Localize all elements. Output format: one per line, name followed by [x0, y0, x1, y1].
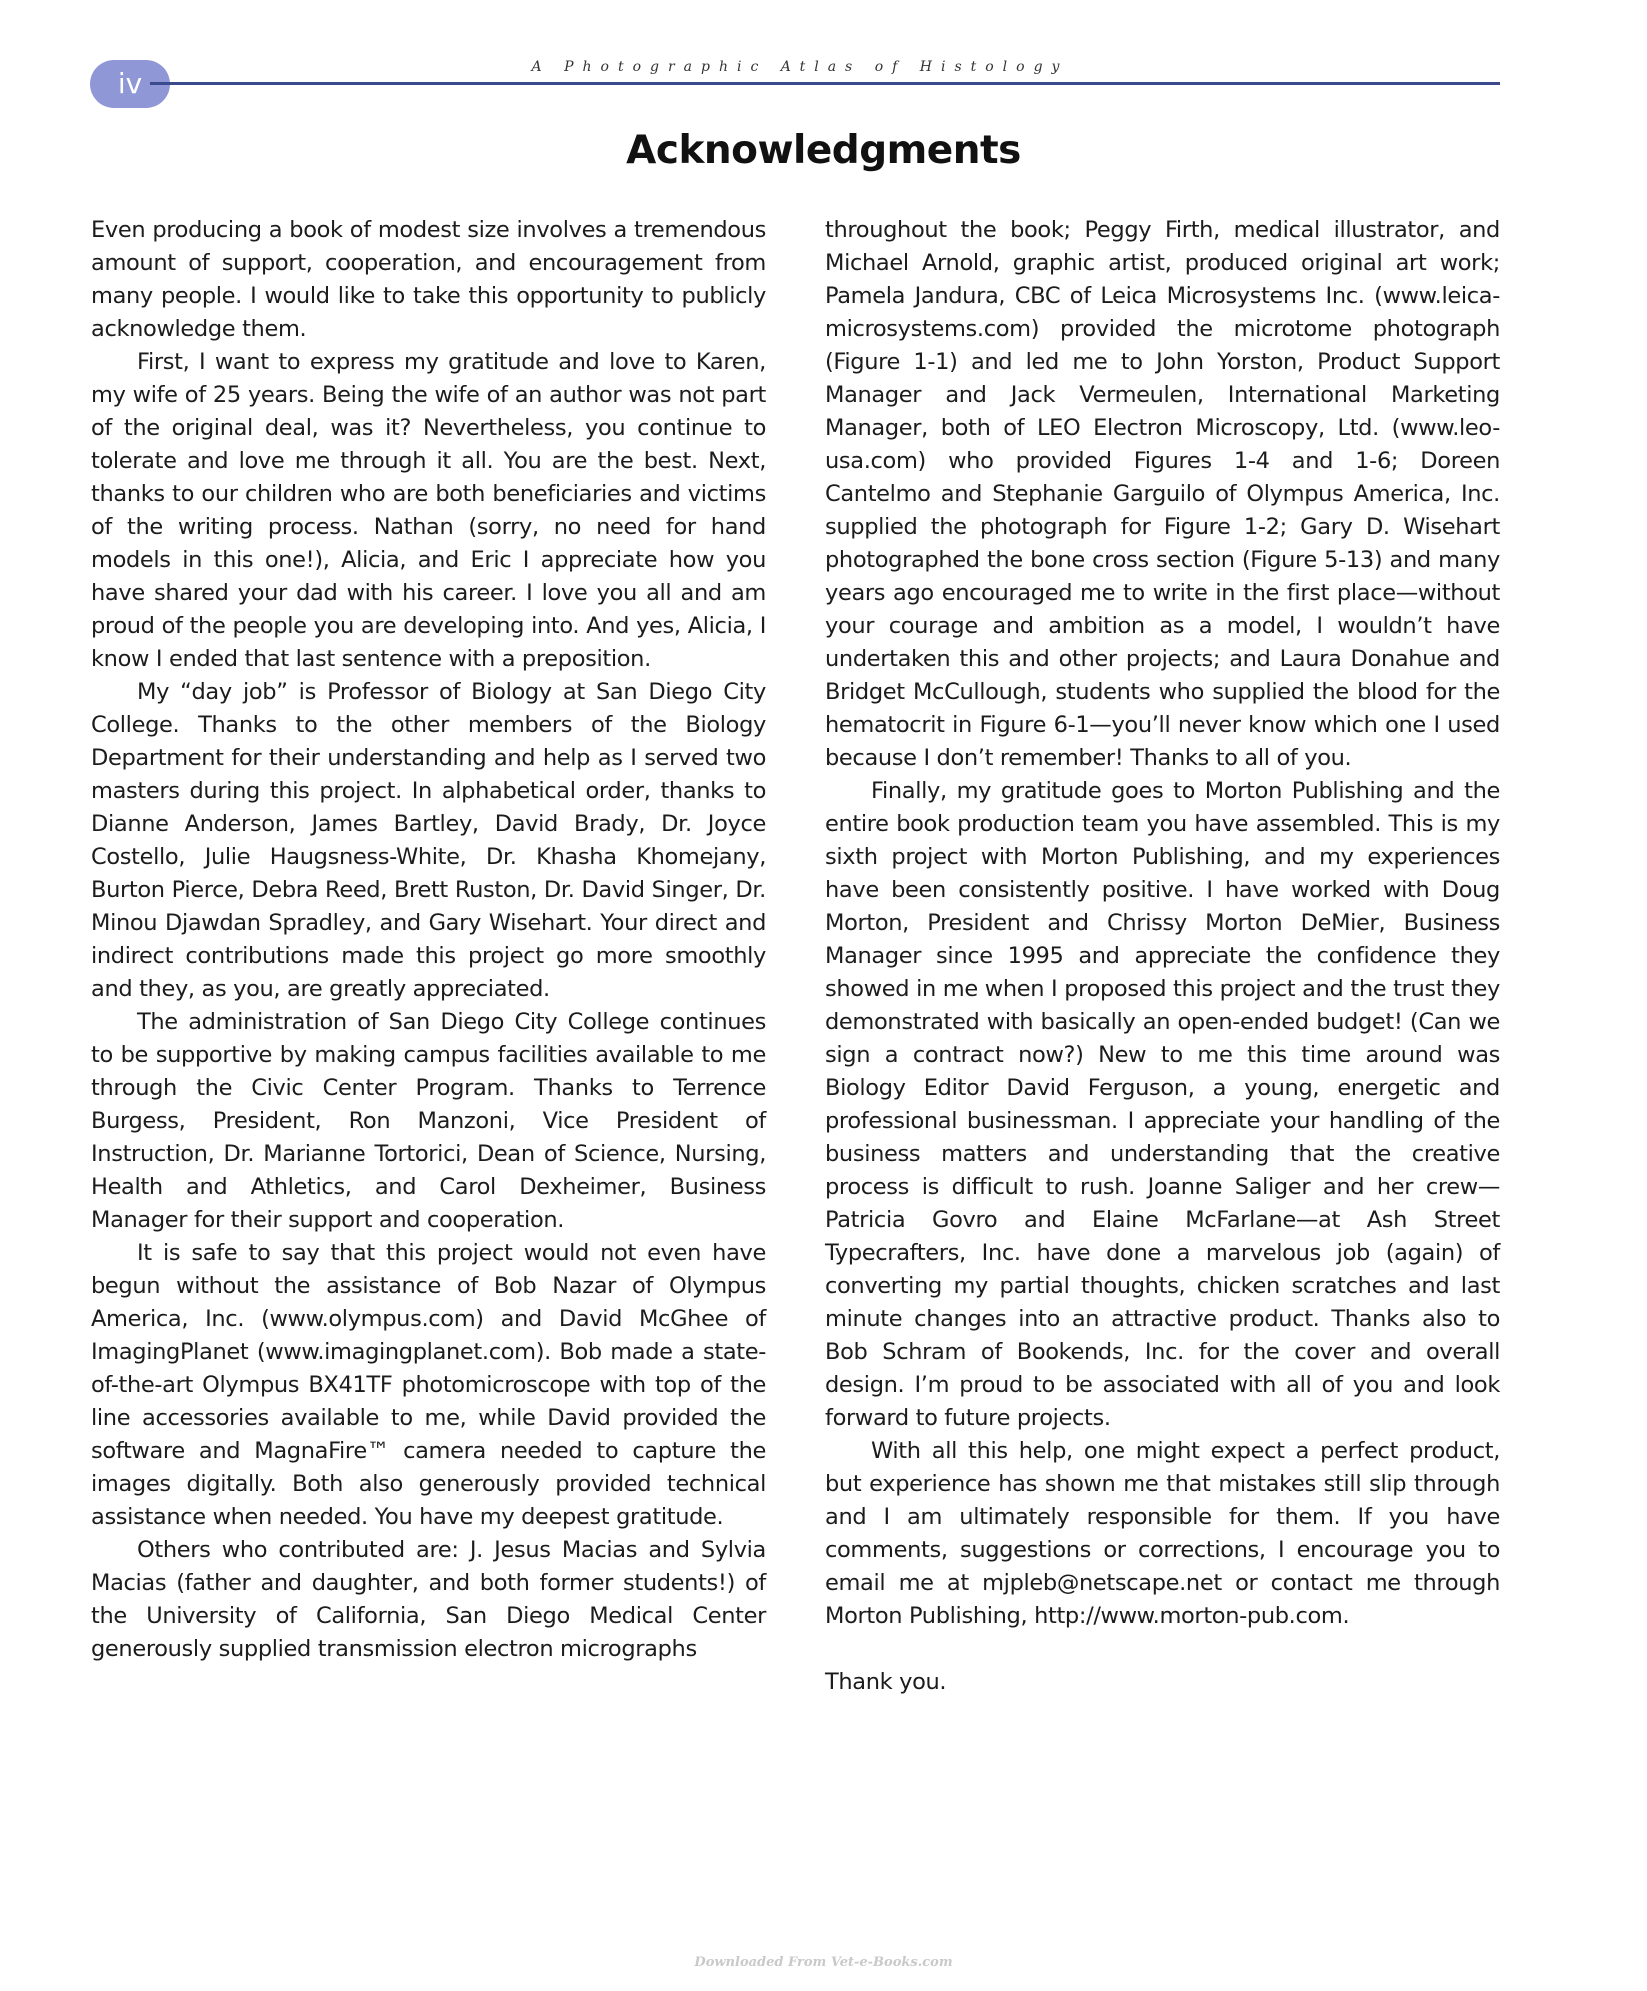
header-rule — [150, 82, 1500, 85]
footer-watermark: Downloaded From Vet-e-Books.com — [694, 1955, 953, 1970]
page-title: Acknowledgments — [626, 128, 1021, 173]
paragraph: My “day job” is Professor of Biology at San Diego City College. Thanks to the other members of the Biology Department for their understanding and help as I served two masters during this project. In alphabetical order, thanks to Dianne Anderson, James Bartley, David Brady, Dr. Joyce Costello, Julie Haugsness-White, Dr. Khasha Khomejany, Burton Pierce, Debra Reed, Brett Ruston, Dr. David Singer, Dr. Minou Djawdan Spradley, and Gary Wisehart. Your direct and indirect contributions made this project go more smoothly and they, as you, are greatly appreciated. — [91, 679, 766, 1002]
paragraph: Even producing a book of modest size involves a tremendous amount of support, cooperation, and encouragement from many people. I would like to take this opportunity to publicly acknowledge them. — [91, 217, 766, 342]
paragraph: throughout the book; Peggy Firth, medical illustrator, and Michael Arnold, graphic artist, produced original art work; Pamela Jandura, CBC of Leica Microsystems Inc. (www.leica-microsystems.com) provided the microtome photograph (Figure 1-1) and led me to John Yorston, Product Support Manager and Jack Vermeulen, International Marketing Manager, both of LEO Electron Microscopy, Ltd. (www.leo-usa.com) who provided Figures 1-4 and 1-6; Doreen Cantelmo and Stephanie Garguilo of Olympus America, Inc. supplied the photograph for Figure 1-2; Gary D. Wisehart photographed the bone cross section (Figure 5-13) and many years ago encouraged me to write in the first place—without your courage and ambition as a model, I wouldn’t have undertaken this and other projects; and Laura Donahue and Bridget McCullough, students who supplied the blood for the hematocrit in Figure 6-1—you’ll never know which one I used because I don’t remember! Thanks to all of you. — [825, 217, 1500, 771]
paragraph: The administration of San Diego City College continues to be supportive by making campus facilities available to me through the Civic Center Program. Thanks to Terrence Burgess, President, Ron Manzoni, Vice President of Instruction, Dr. Marianne Tortorici, Dean of Science, Nursing, Health and Athletics, and Carol Dexheimer, Business Manager for their support and cooperation. — [91, 1009, 766, 1233]
paragraph: Others who contributed are: J. Jesus Macias and Sylvia Macias (father and daughter, and both former students!) of the University of California, San Diego Medical Center generously supplied transmission electron micrographs — [91, 1537, 766, 1662]
left-column — [91, 214, 766, 1666]
paragraph: First, I want to express my gratitude and love to Karen, my wife of 25 years. Being the wife of an author was not part of the original deal, was it? Nevertheless, you continue to tolerate and love me through it all. You are the best. Next, thanks to our children who are both beneficiaries and victims of the writing process. Nathan (sorry, no need for hand models in this one!), Alicia, and Eric I appreciate how you have shared your dad with his career. I love you all and am proud of the people you are developing into. And yes, Alicia, I know I ended that last sentence with a preposition. — [91, 349, 766, 672]
paragraph: It is safe to say that this project would not even have begun without the assistance of Bob Nazar of Olympus America, Inc. (www.olympus.com) and David McGhee of ImagingPlanet (www.imagingplanet.com). Bob made a state-of-the-art Olympus BX41TF photomicroscope with top of the line accessories available to me, while David provided the software and MagnaFire™ camera needed to capture the images digitally. Both also generously provided technical assistance when needed. You have my deepest gratitude. — [91, 1240, 766, 1530]
page-number-badge: iv — [90, 60, 170, 108]
running-title: A Photographic Atlas of Histology — [531, 59, 1069, 75]
paragraph: Finally, my gratitude goes to Morton Publishing and the entire book production team you have assembled. This is my sixth project with Morton Publishing, and my experiences have been consistently positive. I have worked with Doug Morton, President and Chrissy Morton DeMier, Business Manager since 1995 and appreciate the confidence they showed in me when I proposed this project and the trust they demonstrated with basically an open-ended budget! (Can we sign a contract now?) New to me this time around was Biology Editor David Ferguson, a young, energetic and professional businessman. I appreciate your handling of the business matters and understanding that the creative process is difficult to rush. Joanne Saliger and her crew—Patricia Govro and Elaine McFarlane—at Ash Street Typecrafters, Inc. have done a marvelous job (again) of converting my partial thoughts, chicken scratches and last minute changes into an attractive product. Thanks also to Bob Schram of Bookends, Inc. for the cover and overall design. I’m proud to be associated with all of you and look forward to future projects. — [825, 778, 1500, 1431]
right-column — [825, 214, 1500, 1699]
closing-line: Thank you. — [825, 1669, 947, 1695]
paragraph: With all this help, one might expect a perfect product, but experience has shown me that mistakes still slip through and I am ultimately responsible for them. If you have comments, suggestions or corrections, I encourage you to email me at mjpleb@netscape.net or contact me through Morton Publishing, http://www.morton-pub.com. — [825, 1438, 1500, 1629]
